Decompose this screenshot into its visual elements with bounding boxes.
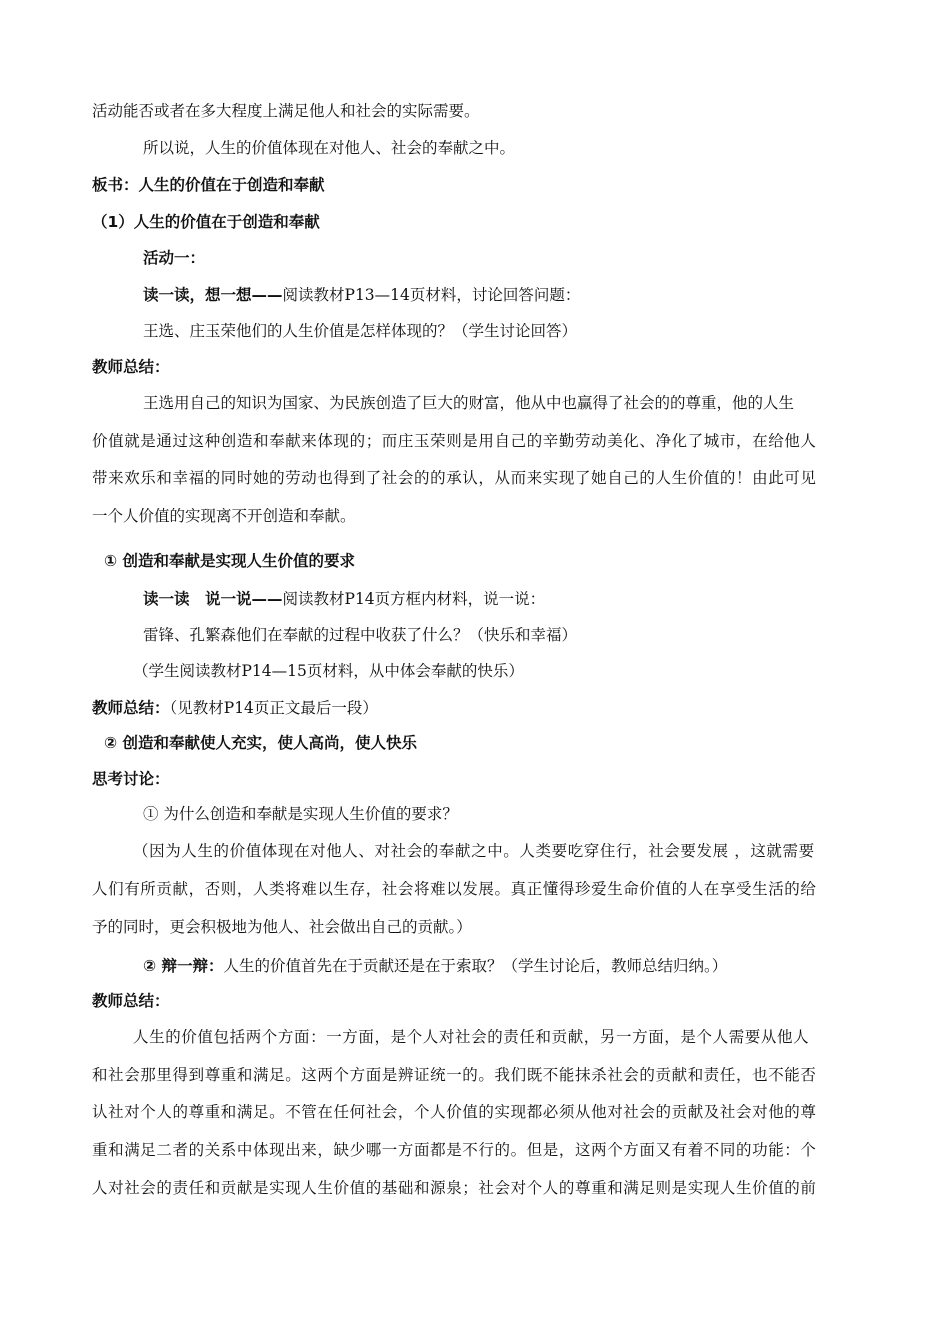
paragraph-line: 重和满足二者的关系中体现出来，缺少哪一方面都是不行的。但是，这两个方面又有着不同的功能：个: [92, 1141, 817, 1159]
paragraph-line: 人们有所贡献，否则，人类将难以生存，社会将难以发展。真正懂得珍爱生命价值的人在享受生活的给: [92, 880, 817, 898]
teacher-summary-line: [92, 697, 378, 719]
note-line: （学生阅读教材P14—15页材料，从中体会奉献的快乐）: [133, 662, 524, 680]
activity-instruction-text: 阅读教材P14页方框内材料，说一说：: [282, 590, 546, 608]
question-line: 王选、庄玉荣他们的人生价值是怎样体现的？（学生讨论回答）: [143, 322, 578, 340]
activity-instruction-text: 阅读教材P13—14页材料，讨论回答问题：: [282, 286, 581, 304]
teacher-summary-heading: 教师总结：: [92, 358, 170, 376]
question-line: 雷锋、孔繁森他们在奉献的过程中收获了什么？（快乐和幸福）: [143, 626, 578, 644]
teacher-summary-label: 教师总结：: [92, 699, 170, 717]
paragraph-line: 人生的价值包括两个方面：一方面，是个人对社会的责任和贡献，另一方面，是个人需要从他人: [133, 1028, 810, 1046]
paragraph-line: 活动能否或者在多大程度上满足他人和社会的实际需要。: [92, 102, 480, 120]
teacher-summary-heading: 教师总结：: [92, 992, 170, 1010]
activity-heading: 活动一：: [143, 249, 206, 267]
paragraph-line: 带来欢乐和幸福的同时她的劳动也得到了社会的的承认，从而来实现了她自己的人生价值的！由此可见: [92, 469, 817, 487]
point-heading-2: ② 创造和奉献使人充实，使人高尚，使人快乐: [104, 734, 418, 752]
activity-instruction-label: 读一读 说一说——: [143, 590, 283, 608]
paragraph-line: （因为人生的价值体现在对他人、对社会的奉献之中。人类要吃穿住行，社会要发展 ，这就需要: [133, 842, 815, 860]
debate-text: 人生的价值首先在于贡献还是在于索取？（学生讨论后，教师总结归纳。）: [223, 957, 728, 975]
debate-question: [143, 955, 727, 977]
paragraph-line: 予的同时，更会积极地为他人、社会做出自己的贡献。）: [92, 918, 472, 936]
paragraph-line: 一个人价值的实现离不开创造和奉献。: [92, 507, 356, 525]
activity-instruction: [143, 284, 580, 306]
teacher-summary-text: （见教材P14页正文最后一段）: [169, 699, 378, 717]
section-heading: 板书：人生的价值在于创造和奉献: [92, 176, 325, 194]
subsection-heading: （1）人生的价值在于创造和奉献: [92, 213, 320, 231]
activity-instruction-label: 读一读，想一想——: [143, 286, 283, 304]
discussion-heading: 思考讨论：: [92, 770, 170, 788]
point-heading-1: ① 创造和奉献是实现人生价值的要求: [104, 552, 356, 570]
discussion-question: ① 为什么创造和奉献是实现人生价值的要求？: [143, 805, 458, 823]
activity-instruction: [143, 588, 545, 610]
paragraph-line: 人对社会的责任和贡献是实现人生价值的基础和源泉；社会对个人的尊重和满足则是实现人生价值的前: [92, 1179, 817, 1197]
paragraph-line: 价值就是通过这种创造和奉献来体现的；而庄玉荣则是用自己的辛勤劳动美化、净化了城市，在给他人: [92, 432, 817, 450]
paragraph-line: 和社会那里得到尊重和满足。这两个方面是辨证统一的。我们既不能抹杀社会的贡献和责任，也不能否: [92, 1066, 817, 1084]
paragraph-line: 认社对个人的尊重和满足。不管在任何社会，个人价值的实现都必须从他对社会的贡献及社会对他的尊: [92, 1103, 817, 1121]
debate-label: ② 辩一辩：: [143, 957, 224, 975]
paragraph-line: 所以说，人生的价值体现在对他人、社会的奉献之中。: [143, 139, 516, 157]
paragraph-line: 王选用自己的知识为国家、为民族创造了巨大的财富，他从中也赢得了社会的的尊重，他的人生: [143, 394, 795, 412]
